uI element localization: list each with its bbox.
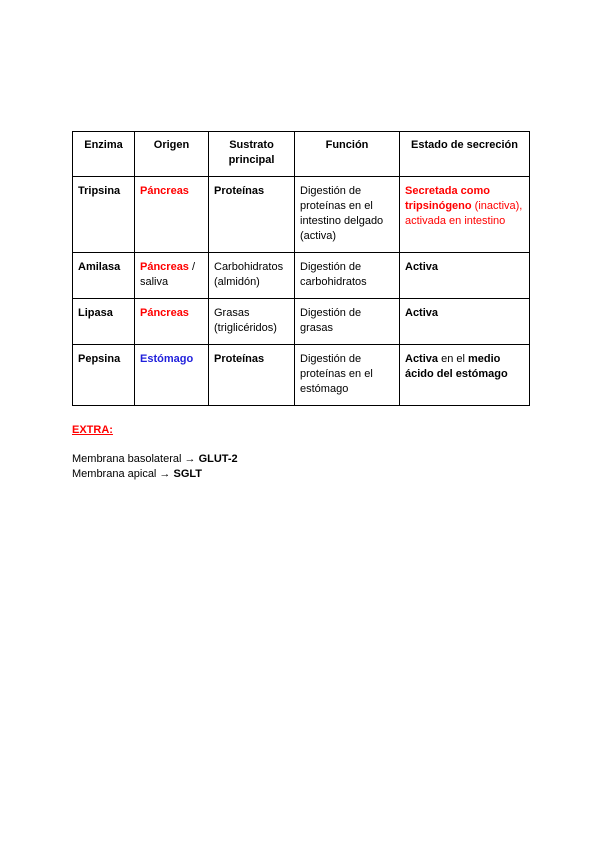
estado-bold: Secretada como tripsinógeno [405, 185, 490, 212]
table-row [73, 345, 530, 406]
cell-origen: Páncreas [135, 177, 209, 253]
estado-a: Activa [405, 353, 439, 365]
header-funcion: Función [295, 132, 400, 177]
cell-origen: Páncreas [135, 299, 209, 345]
cell-sustrato: Proteínas [209, 177, 295, 253]
origen-pancreas: Páncreas [140, 261, 189, 273]
extra-line-bold: SGLT [173, 468, 203, 480]
cell-sustrato: Grasas (triglicéridos) [209, 299, 295, 345]
extra-heading: EXTRA: [72, 424, 113, 436]
estado-c: medio ácido del estómago [405, 353, 508, 380]
cell-estado [400, 345, 530, 406]
table-row [73, 253, 530, 299]
cell-enzima: Lipasa [73, 299, 135, 345]
cell-estado: Activa [400, 253, 530, 299]
enzymes-table [72, 131, 530, 406]
cell-estado [400, 177, 530, 253]
cell-origen [135, 253, 209, 299]
cell-sustrato: Carbohidratos (almidón) [209, 253, 295, 299]
extra-line-bold: GLUT-2 [198, 453, 238, 465]
header-estado: Estado de secreción [400, 132, 530, 177]
cell-funcion: Digestión de proteínas en el estómago [295, 345, 400, 406]
cell-enzima: Tripsina [73, 177, 135, 253]
cell-funcion: Digestión de carbohidratos [295, 253, 400, 299]
table-header-row [73, 132, 530, 177]
extra-line-apical [72, 468, 202, 480]
header-sustrato: Sustrato principal [209, 132, 295, 177]
estado-rest: (inactiva), activada en intestino [405, 200, 523, 227]
cell-origen: Estómago [135, 345, 209, 406]
extra-line-text: Membrana basolateral → [72, 453, 199, 465]
table-row [73, 177, 530, 253]
cell-sustrato: Proteínas [209, 345, 295, 406]
cell-enzima: Pepsina [73, 345, 135, 406]
extra-line-basolateral [72, 453, 238, 465]
origen-rest: / saliva [140, 261, 196, 288]
extra-line-text: Membrana apical → [72, 468, 174, 480]
cell-funcion: Digestión de proteínas en el intestino delgado (activa) [295, 177, 400, 253]
cell-funcion: Digestión de grasas [295, 299, 400, 345]
header-enzima: Enzima [73, 132, 135, 177]
estado-b: en el [438, 353, 468, 365]
cell-estado: Activa [400, 299, 530, 345]
header-origen: Origen [135, 132, 209, 177]
cell-enzima: Amilasa [73, 253, 135, 299]
table-row [73, 299, 530, 345]
